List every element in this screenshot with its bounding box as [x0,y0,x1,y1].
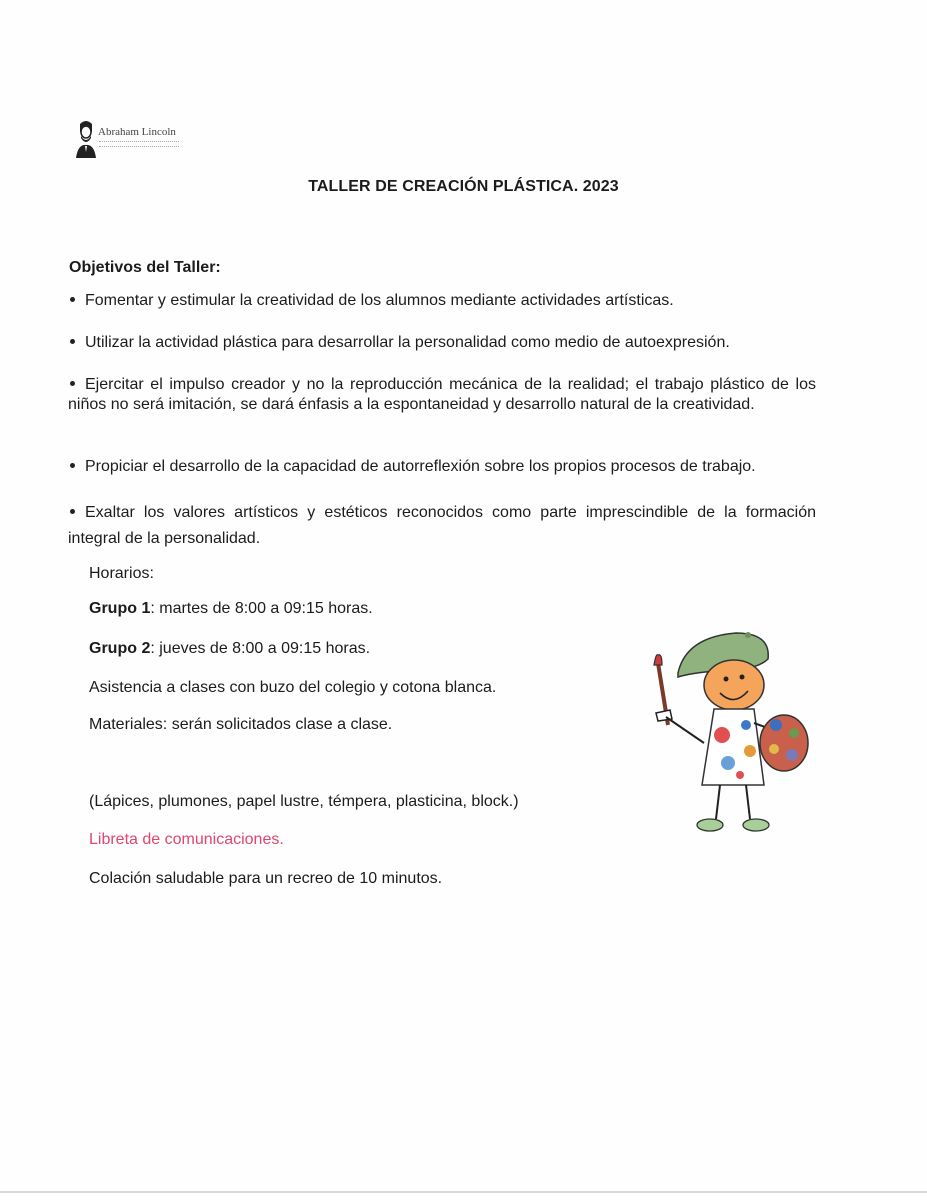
schedule-label: Horarios: [89,565,154,582]
logo-text: Abraham Lincoln [98,126,176,138]
list-item: Ejercitar el impulso creador y no la reproducción mecánica de la realidad; el trabajo plástico de los niños no será imitación, se dará énfasis a la espontaneidad y desarrollo natural de la creatividad. [68,376,816,413]
list-item: Propiciar el desarrollo de la capacidad de autorreflexión sobre los propios procesos de trabajo. [68,457,816,477]
scan-edge-divider [0,1191,927,1193]
snack-note: Colación saludable para un recreo de 10 minutos. [89,870,443,887]
school-logo [74,118,194,164]
bullet-icon [70,509,75,514]
logo-subtitle-lines [99,141,179,151]
child-painter-illustration [636,615,816,840]
group-2-schedule: Grupo 2: jueves de 8:00 a 09:15 horas. [89,640,371,657]
bullet-icon [70,297,75,302]
notebook-note: Libreta de comunicaciones. [89,831,284,848]
list-item: Exaltar los valores artísticos y estéticos reconocidos como parte imprescindible de la formación integral de la personalidad. [68,504,816,547]
page-title: TALLER DE CREACIÓN PLÁSTICA. 2023 [308,178,619,195]
list-item: Fomentar y estimular la creatividad de los alumnos mediante actividades artísticas. [68,291,816,311]
list-item: Utilizar la actividad plástica para desarrollar la personalidad como medio de autoexpresión. [68,333,816,353]
group-1-schedule: Grupo 1: martes de 8:00 a 09:15 horas. [89,600,373,617]
lincoln-portrait-icon [74,118,98,158]
bullet-icon [70,339,75,344]
attendance-note: Asistencia a clases con buzo del colegio y cotona blanca. [89,679,497,696]
bullet-icon [70,463,75,468]
materials-note: Materiales: serán solicitados clase a clase. [89,716,393,733]
bullet-icon [70,381,75,386]
materials-list: (Lápices, plumones, papel lustre, témpera, plasticina, block.) [89,793,519,810]
objectives-heading: Objetivos del Taller: [69,259,221,276]
